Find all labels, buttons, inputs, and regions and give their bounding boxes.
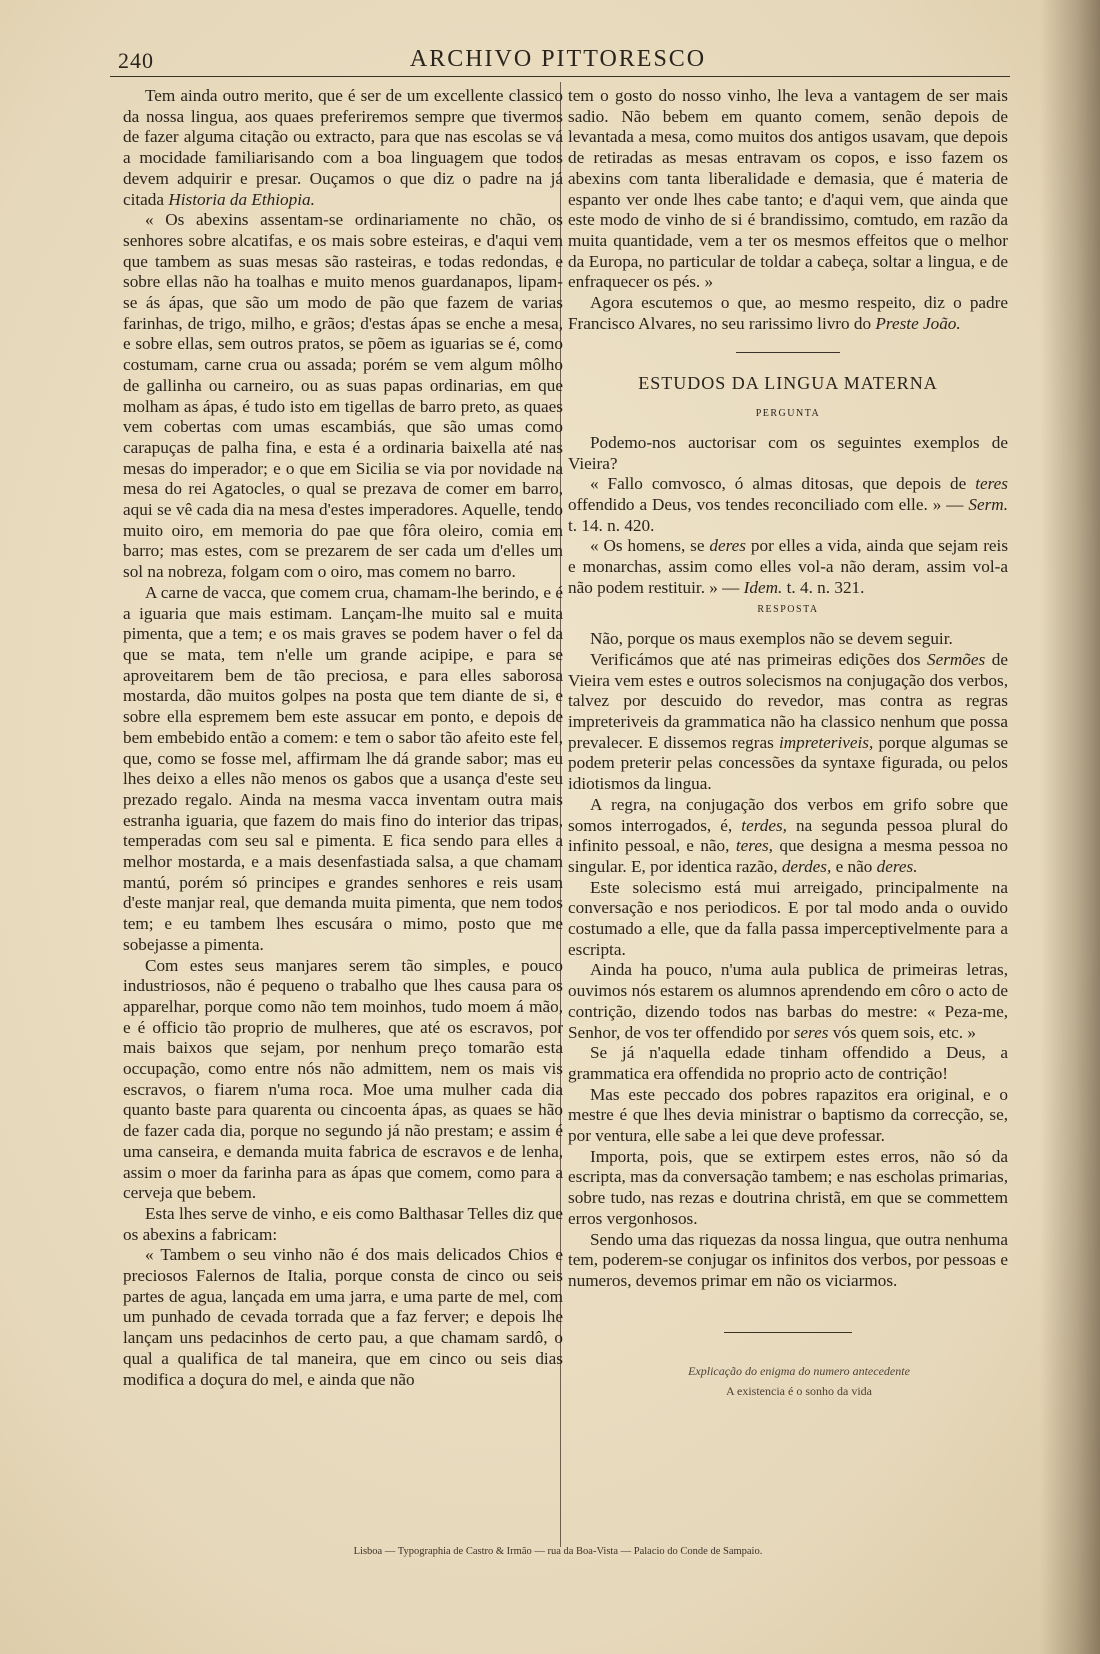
paragraph: Se já n'aquella edade tinham offendido a Deus, a grammatica era offendida no proprio acto de contrição! xyxy=(568,1043,1008,1083)
paragraph: tem o gosto do nosso vinho, lhe leva a vantagem de ser mais sadio. Não bebem em quanto comem, senão depois de levantada a mesa, como muitos dos antigos usavam, que depois de retiradas as mesas entravam os copos, e isso fazem os abexins com tanta liberalidade e demasia, que é materia de espanto ver onde lhes cabe tanto; e d'aqui vem, que ainda que este modo de vinho de si é brandissimo, comtudo, em razão da muita quantidade, vem a ter os mesmos effeitos que o melhor da Europa, no particular de toldar a cabeça, soltar a lingua, e de enfraquecer os pés. » xyxy=(568,86,1008,292)
printer-imprint: Lisboa — Typographia de Castro & Irmão — rua da Boa-Vista — Palacio do Conde de Sampaio. xyxy=(353,1546,763,1557)
paragraph: « Fallo comvosco, ó almas ditosas, que depois de teres offendido a Deus, vos tendes reconciliado com elle. » — Serm. t. 14. n. 420. xyxy=(568,474,1009,535)
paragraph: « Tambem o seu vinho não é dos mais delicados Chios e preciosos Falernos de Italia, porque consta de cinco ou seis partes de agua, lançada em uma jarra, e uma parte de mel, com um punhado de cevada torrada que a faz ferver; e depois lhe lançam uns pedacinhos de certo pau, a que chamam sardô, o qual a qualifica de tal maneira, que em cinco ou seis dias modifica a doçura do mel, e ainda que não xyxy=(123,1245,563,1389)
paragraph: Agora escutemos o que, ao mesmo respeito, diz o padre Francisco Alvares, no seu rarissimo livro do Preste João. xyxy=(568,293,1008,333)
section-rule xyxy=(736,352,840,353)
paragraph: Sendo uma das riquezas da nossa lingua, que outra nenhuma tem, poderem-se conjugar os infinitos dos verbos, por pessoas e numeros, devemos primar em não os viciarmos. xyxy=(568,1229,1008,1290)
paragraph: « Os abexins assentam-se ordinariamente no chão, os senhores sobre alcatifas, e os mais sobre esteiras, e d'aqui vem que tambem as suas mesas são rasteiras, e todas redondas, e sobre ellas não ha toalhas e muito menos guardanapos, lipam-se ás ápas, que são um modo de pão que fazem de varias farinhas, de trigo, milho, e grãos; d'estas ápas se enche a mesa, e sobre ellas, sem outros pratos, se põem as iguarias se é, como costumam, carne crua ou assada; porém se vem algum môlho de gallinha ou carneiro, ou as suas papas ordinarias, em que molham as ápas, é tudo isto em tigellas de barro preto, as quaes vem cobertas com umas escambiás, que são umas como carapuças de palha fina, e esta é a ordinaria baixella até nas mesas do imperador; e o que em Sicilia se via por novidade na mesa do rei Agatocles, o qual se prezava de comer em barro, aqui se vê cada dia na mesa d'estes imperadores. Aquelle, tendo muito oiro, em memoria do pae que fôra oleiro, comia em barro; mas estes, com se prezarem de ser cada um d'elles um sol na nobreza, folgam com o oiro, mas comem no barro. xyxy=(123,210,563,582)
paragraph: Tem ainda outro merito, que é ser de um excellente classico da nossa lingua, aos quaes preferiremos sempre que tivermos de fazer alguma citação ou extracto, para que nas escolas se vá a mocidade familiarisando com a boa linguagem que todos devem adquirir e presar. Ouçamos o que diz o padre na já citada Historia da Ethiopia. xyxy=(123,86,563,209)
paragraph: Mas este peccado dos pobres rapazitos era original, e o mestre é que lhes devia ministrar o baptismo da correcção, se, por ventura, elle sabe a lei que deve professar. xyxy=(568,1084,1008,1146)
paragraph: Podemo-nos auctorisar com os seguintes exemplos de Vieira? xyxy=(568,432,1008,473)
page-number: 240 xyxy=(118,48,154,73)
paragraph: A regra, na conjugação dos verbos em grifo sobre que somos interrogados, é, terdes, na segunda pessoa plural do infinito pessoal, e não, teres, que designa a mesma pessoa no singular. E, por identica razão, derdes, e não deres. xyxy=(568,794,1008,876)
right-column xyxy=(568,86,1008,1402)
section-title: ESTUDOS DA LINGUA MATERNA xyxy=(638,373,938,394)
left-column xyxy=(123,86,563,1390)
paragraph: « Os homens, se deres por elles a vida, ainda que sejam reis e monarchas, assim como elles vol-a não deram, assim vol-a não podem restituir. » — Idem. t. 4. n. 321. xyxy=(568,536,1009,597)
paragraph: Este solecismo está mui arreigado, principalmente na conversação e nos periodicos. E por tal modo anda o ouvido costumado a elle, que da falla passa imperceptivelmente para a escripta. xyxy=(568,877,1008,959)
paragraph: Importa, pois, que se extirpem estes erros, não só da escripta, mas da conversação tambem; e nas escholas primarias, sobre tudo, nas rezas e doutrina christã, em que se commettem erros vergonhosos. xyxy=(568,1146,1008,1228)
enigma-rule xyxy=(724,1332,852,1333)
paragraph: Esta lhes serve de vinho, e eis como Balthasar Telles diz que os abexins a fabricam: xyxy=(123,1203,563,1244)
enigma-title: Explicação do enigma do numero antecedente xyxy=(688,1363,910,1378)
paragraph: Com estes seus manjares serem tão simples, e pouco industriosos, não é pequeno o trabalho que lhes causa para os apparelhar, porque como não tem moinhos, tudo moem á mão, e é officio tão proprio de mulheres, que até os escravos, por mais baixos que sejam, por nenhum preço tomarão esta occupação, como entre nós não admittem, nem os mais vis escravos, o fiarem n'uma roca. Moe uma mulher cada dia quanto baste para quarenta ou cincoenta ápas, as quaes se hão de fazer cada dia, porque no segundo já não prestam; e assim é uma canseira, e demanda muita fabrica de escravos e de lenha, assim o moer da farinha para as ápas que comem, como para a cerveja que bebem. xyxy=(123,955,563,1203)
paragraph: Ainda ha pouco, n'uma aula publica de primeiras letras, ouvimos nós estarem os alumnos aprendendo em côro o acto de contrição, dizendo todos nas barbas do mestre: « Peza-me, Senhor, de vos ter offendido por seres vós quem sois, etc. » xyxy=(568,960,1008,1042)
running-head: ARCHIVO PITTORESCO xyxy=(409,46,707,72)
paragraph: A carne de vacca, que comem crua, chamam-lhe berindo, e é a iguaria que mais estimam. Lançam-lhe muito sal e muita pimenta, que a tem; e os mais graves se podem haver o fel da que se mata, tem n'elle um grande acipipe, e para se aproveitarem bem de tão preciosa, e para elles saborosa mostarda, dão muitos golpes na posta que tem diante de si, e sobre ella espremem bem este assucar em ponto, e depois de bem embebido então a comem: e tem o sabor tão afeito este fel, que, como se fosse mel, affirmam lhe dá grande sabor; mas eu lhes deixo a elles não menos os gabos que a usança d'este seu prezado regalo. Ainda na mesma vacca inventam outra mais estranha iguaria, que fazem do mais fino do interior das tripas, temperadas com seu sal e pimenta. E fica sendo para elles a melhor mostarda, e a mais desenfastiada salsa, a que chamam mantú, porém só principes e grandes senhores e reis usam d'este manjar real, que demanda muita pimenta, que nem todos tem; e eu tambem lhes escusára o mimo, posto que me sobejasse a pimenta. xyxy=(123,582,563,954)
question-label: PERGUNTA xyxy=(755,408,821,420)
paragraph: Não, porque os maus exemplos não se devem seguir. xyxy=(590,629,953,649)
answer-label: RESPOSTA xyxy=(757,604,819,616)
page-header xyxy=(118,44,998,74)
page-edge-shadow xyxy=(1040,0,1100,1654)
enigma-answer: A existencia é o sonho da vida xyxy=(726,1384,872,1399)
header-rule xyxy=(110,76,1010,77)
paragraph: Verificámos que até nas primeiras edições dos Sermões de Vieira vem estes e outros solecismos na conjugação dos verbos, talvez por descuido do revedor, mas contra as regras impreteriveis da grammatica não ha classico nenhum que possa prevalecer. E dissemos regras impreteriveis, porque algumas se podem preterir pelas concessões da syntaxe figurada, ou pelos idiotismos da lingua. xyxy=(568,649,1009,794)
